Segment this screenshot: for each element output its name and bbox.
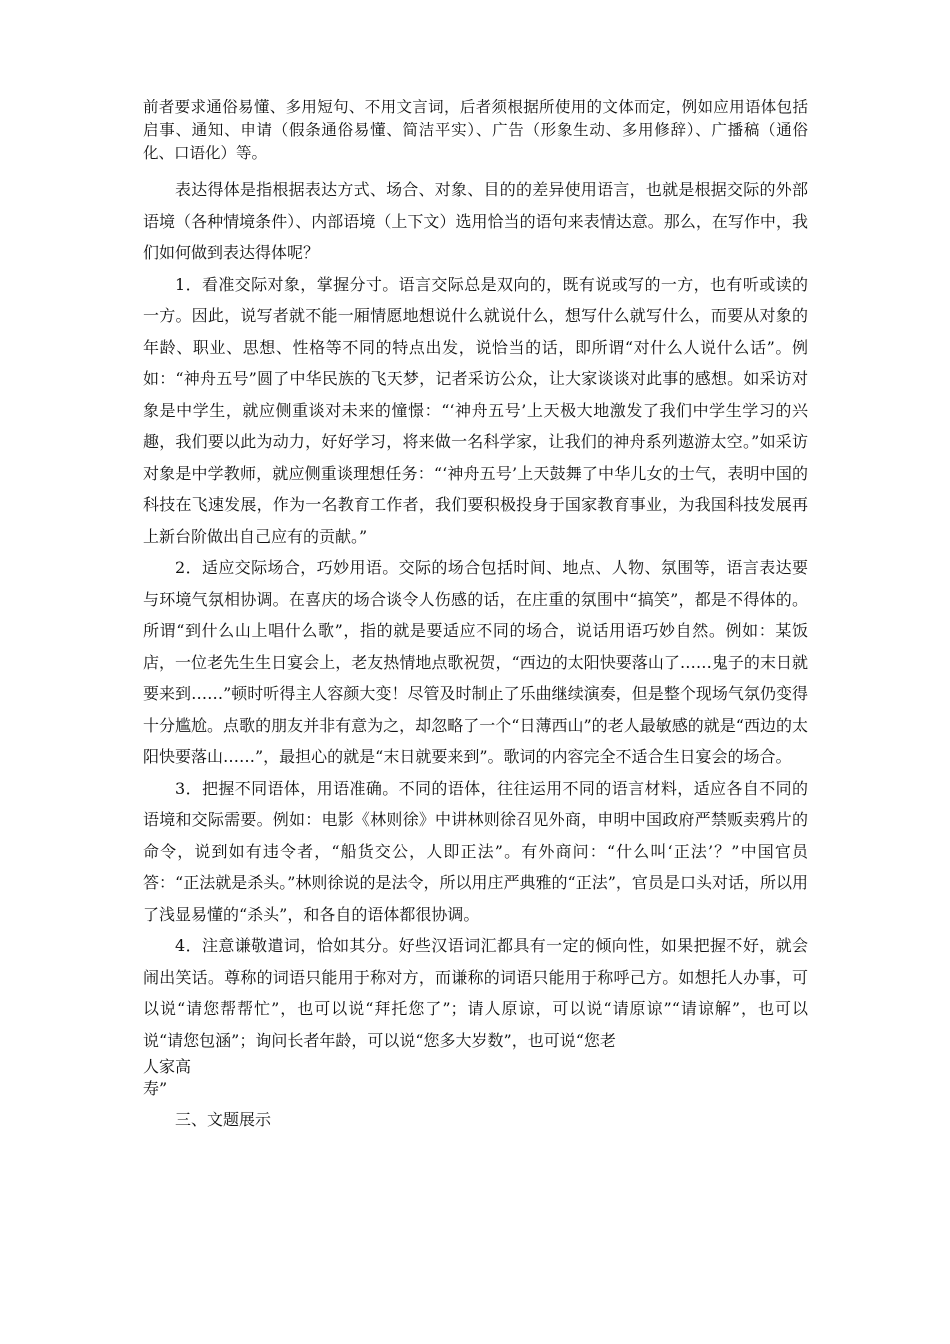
document-page — [143, 96, 808, 1136]
paragraph-intro: 前者要求通俗易懂、多用短句、不用文言词，后者须根据所使用的文体而定，例如应用语体包括启事、通知、申请（假条通俗易懂、简洁平实）、广告（形象生动、多用修辞）、广播稿（通俗化、口语化）等。 — [143, 98, 808, 162]
paragraph-point-1: 1．看准交际对象，掌握分寸。语言交际总是双向的，既有说或写的一方，也有听或读的一方。因此，说写者就不能一厢情愿地想说什么就说什么，想写什么就写什么，而要从对象的年龄、职业、思想、性格等不同的特点出发，说恰当的话，即所谓“对什么人说什么话”。例如：“神舟五号”圆了中华民族的飞天梦，记者采访公众，让大家谈谈对此事的感想。如采访对象是中学生，就应侧重谈对未来的憧憬：“‘神舟五号’上天极大地激发了我们中学生学习的兴趣，我们要以此为动力，好好学习，将来做一名科学家，让我们的神舟系列遨游太空。”如采访对象是中学教师，就应侧重谈理想任务：“‘神舟五号’上天鼓舞了中华儿女的士气，表明中国的科技在飞速发展，作为一名教育工作者，我们要积极投身于国家教育事业，为我国科技发展再上新台阶做出自己应有的贡献。” — [143, 274, 808, 546]
paragraph-point-4-tail-line-2: 寿” — [143, 1079, 168, 1098]
paragraph-point-2: 2．适应交际场合，巧妙用语。交际的场合包括时间、地点、人物、氛围等，语言表达要与环境气氛相协调。在喜庆的场合谈令人伤感的话，在庄重的氛围中“搞笑”，都是不得体的。所谓“到什么山上唱什么歌”，指的就是要适应不同的场合，说话用语巧妙自然。例如：某饭店，一位老先生生日宴会上，老友热情地点歌祝贺，“西边的太阳快要落山了……鬼子的末日就要来到……”顿时听得主人容颜大变！尽管及时制止了乐曲继续演奏，但是整个现场气氛仍变得十分尴尬。点歌的朋友并非有意为之，却忽略了一个“日薄西山”的老人最敏感的就是“西边的太阳快要落山……”，最担心的就是“末日就要来到”。歌词的内容完全不适合生日宴会的场合。 — [143, 558, 808, 766]
paragraph-definition: 表达得体是指根据表达方式、场合、对象、目的的差异使用语言，也就是根据交际的外部语境（各种情境条件）、内部语境（上下文）选用恰当的语句来表情达意。那么，在写作中，我们如何做到表达得体呢？ — [143, 180, 808, 262]
section-heading: 三、文题展示 — [175, 1110, 272, 1129]
paragraph-point-4-tail-line-1: 人家高 — [143, 1057, 192, 1076]
paragraph-point-3: 3．把握不同语体，用语准确。不同的语体，往往运用不同的语言材料，适应各自不同的语境和交际需要。例如：电影《林则徐》中讲林则徐召见外商，申明中国政府严禁贩卖鸦片的命令，说到如有违令者，“船货交公，人即正法”。有外商问：“什么叫‘正法’？”中国官员答：“正法就是杀头。”林则徐说的是法令，所以用庄严典雅的“正法”，官员是口头对话，所以用了浅显易懂的“杀头”，和各自的语体都很协调。 — [143, 778, 808, 924]
paragraph-point-4: 4．注意谦敬遣词，恰如其分。好些汉语词汇都具有一定的倾向性，如果把握不好，就会闹出笑话。尊称的词语只能用于称对方，而谦称的词语只能用于称呼己方。如想托人办事，可以说“请您帮帮忙”，也可以说“拜托您了”；请人原谅，可以说“请原谅”“请谅解”，也可以说“请您包涵”；询问长者年龄，可以说“您多大岁数”，也可说“您老 — [143, 936, 808, 1050]
